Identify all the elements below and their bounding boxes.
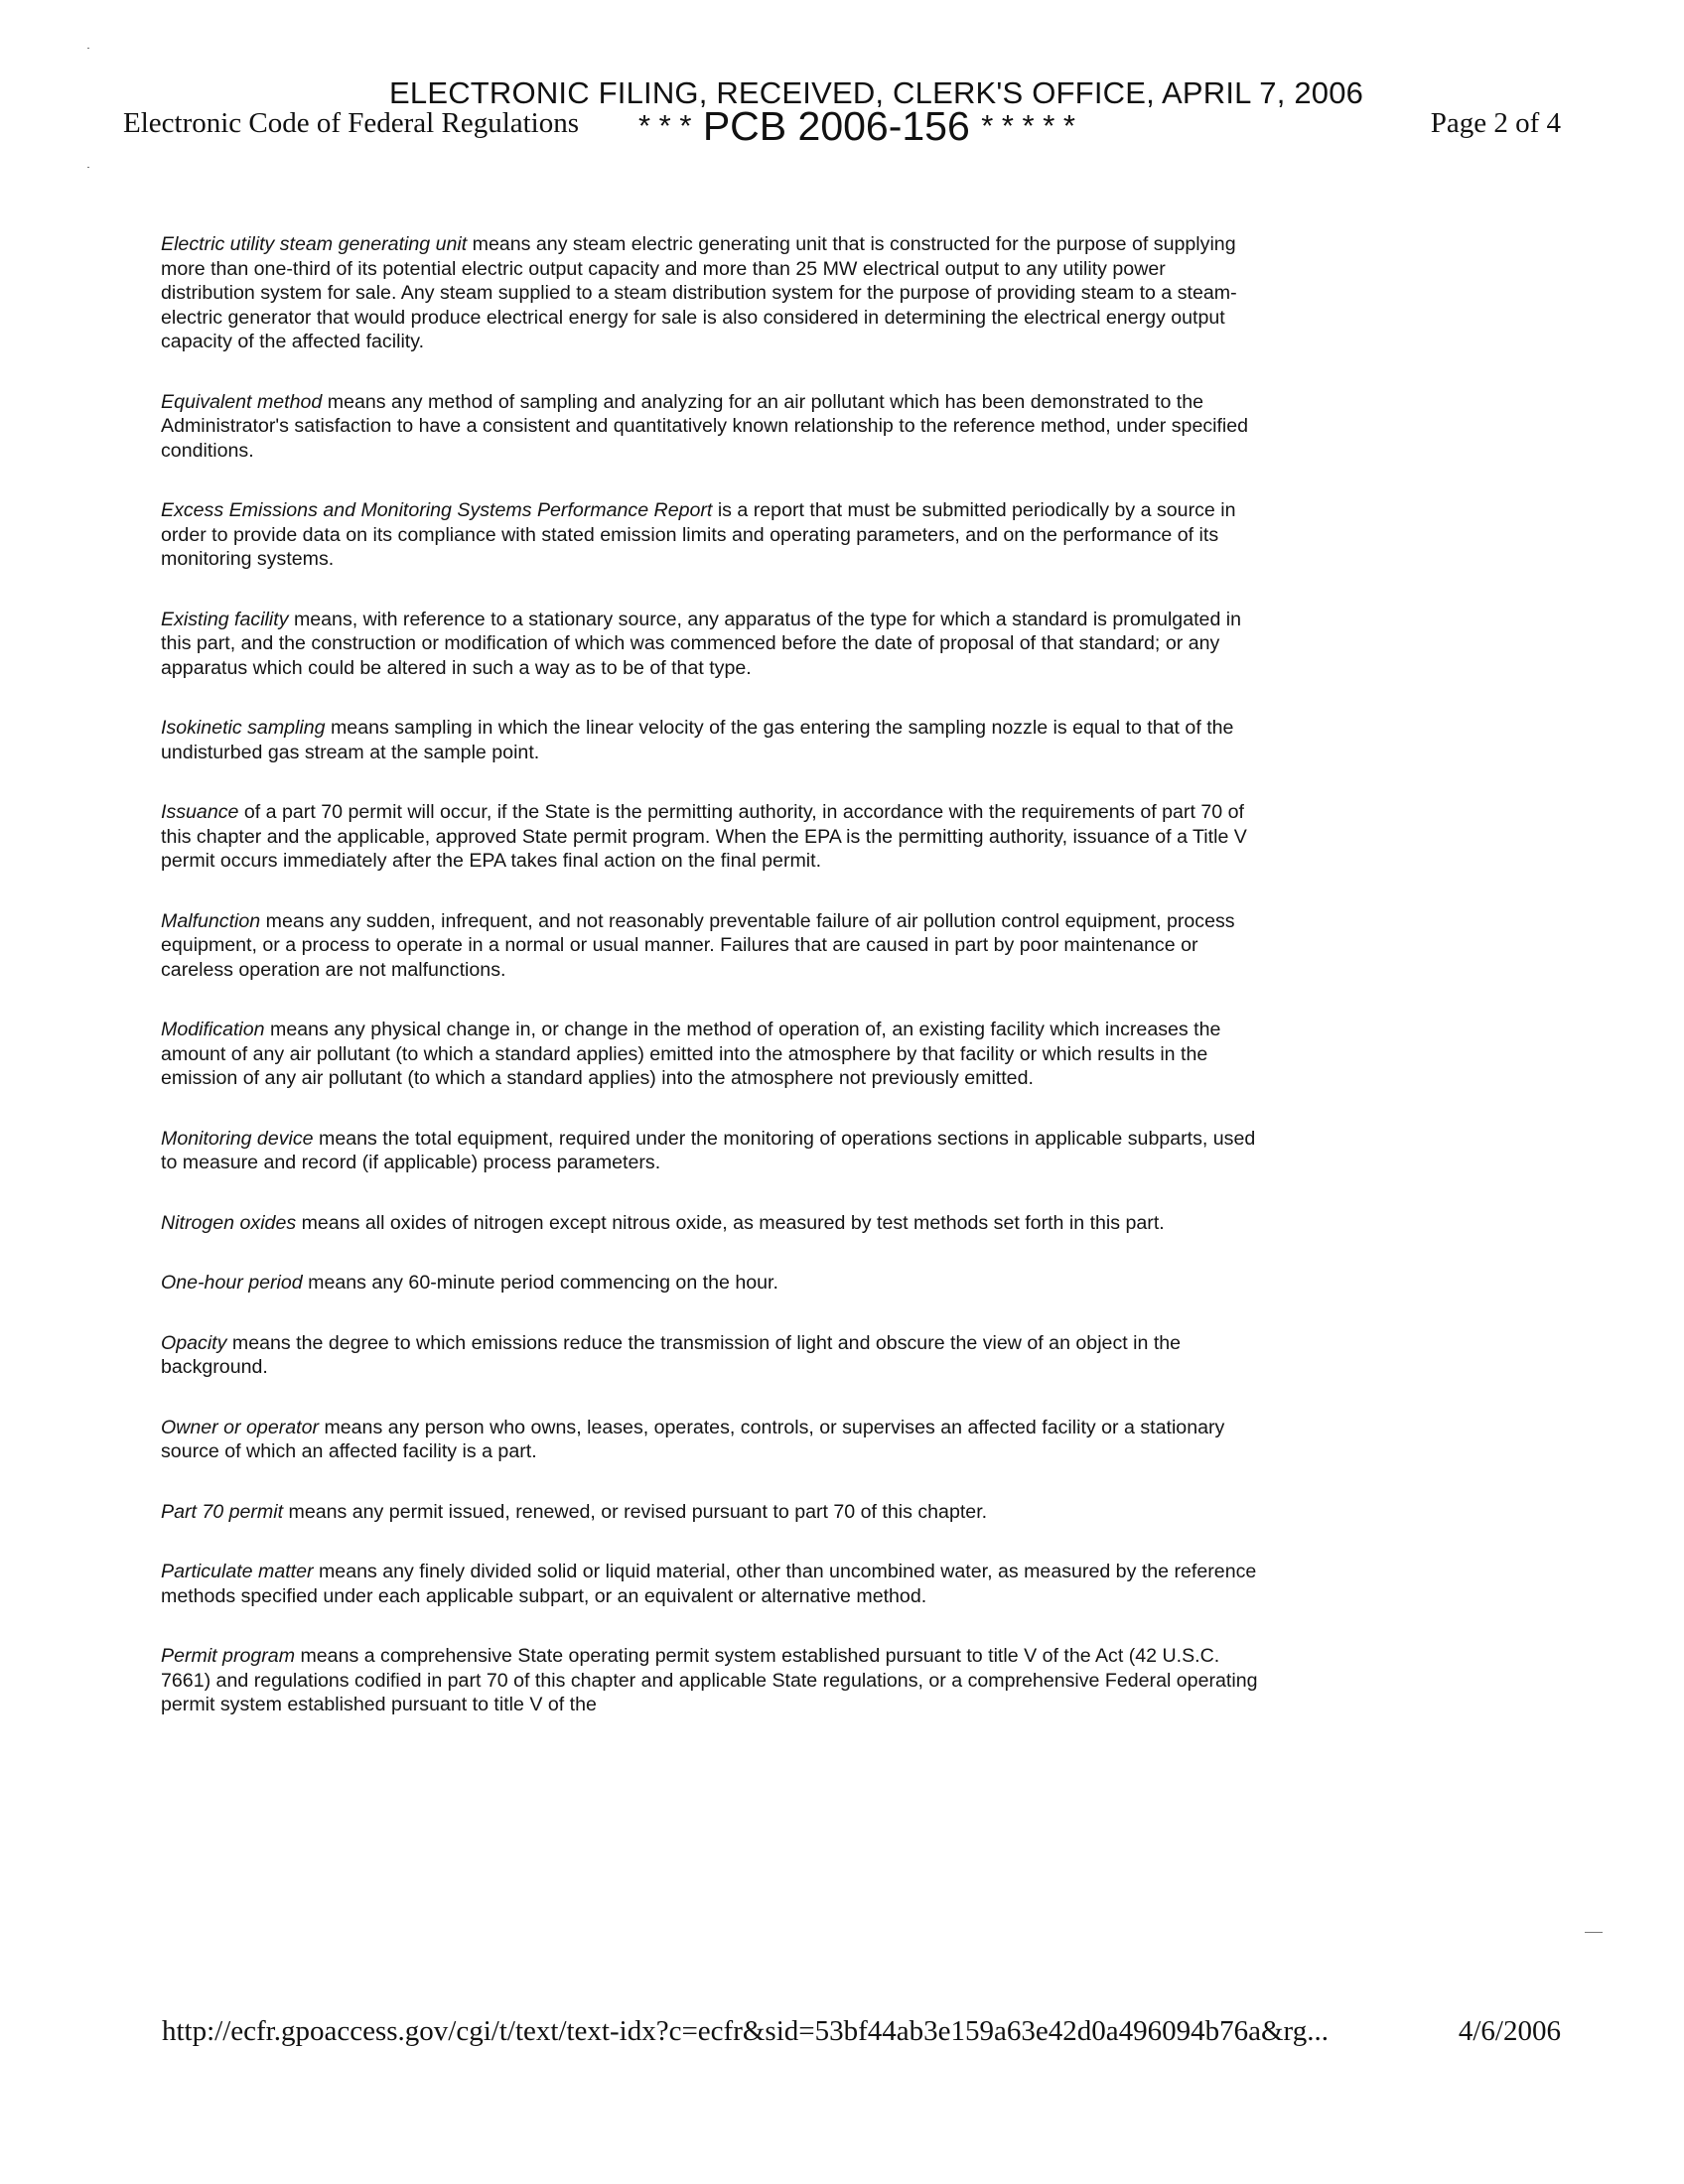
scan-speck: [87, 48, 89, 49]
definition-paragraph: [161, 1271, 1263, 1296]
definition-term: One-hour period: [161, 1272, 303, 1294]
definition-term: Monitoring device: [161, 1127, 314, 1150]
filing-stamp: ELECTRONIC FILING, RECEIVED, CLERK'S OFFICE, APRIL 7, 2006: [389, 75, 1364, 110]
definition-text: of a part 70 permit will occur, if the State is the permitting authority, in accordance with the requirements of part 70 of this chapter and the applicable, approved State permit program. When the EPA is the permitting authority, issuance of a Title V permit occurs immediately after the EPA takes final action on the final permit.: [161, 801, 1247, 872]
definition-paragraph: [161, 800, 1263, 874]
definition-paragraph: [161, 1018, 1263, 1091]
definition-text: means all oxides of nitrogen except nitrous oxide, as measured by test methods set forth in this part.: [296, 1211, 1165, 1234]
scan-speck: [1585, 1932, 1603, 1933]
definition-term: Part 70 permit: [161, 1500, 284, 1523]
definitions-list: [161, 232, 1263, 1753]
definition-paragraph: [161, 1500, 1263, 1525]
case-number-stamp: [638, 103, 1075, 150]
definition-paragraph: [161, 608, 1263, 681]
page-number: Page 2 of 4: [1430, 107, 1561, 139]
definition-paragraph: [161, 390, 1263, 464]
definition-term: Particulate matter: [161, 1561, 314, 1582]
definition-paragraph: [161, 232, 1263, 354]
definition-text: means any physical change in, or change in the method of operation of, an existing facility which increases the amount of any air pollutant (to which a standard applies) emitted into the atmosphere by that facility or which results in the emission of any air pollutant (to which a standard applies) into the atmosphere not previously emitted.: [161, 1019, 1221, 1089]
definition-paragraph: [161, 1644, 1263, 1717]
case-stars-right: * * * * *: [981, 108, 1075, 143]
definition-text: means a comprehensive State operating permit system established pursuant to title V of the Act (42 U.S.C. 7661) and regulations codified in part 70 of this chapter and applicable State regulations, or a comprehensive Federal operating permit system established pursuant to title V of the: [161, 1645, 1258, 1715]
definition-paragraph: [161, 716, 1263, 764]
definition-term: Equivalent method: [161, 390, 323, 413]
definition-text: means any method of sampling and analyzing for an air pollutant which has been demonstrated to the Administrator's satisfaction to have a consistent and quantitatively known relationship to the reference method, under specified conditions.: [161, 390, 1249, 462]
definition-term: Nitrogen oxides: [161, 1211, 297, 1234]
definition-text: means any permit issued, renewed, or revised pursuant to part 70 of this chapter.: [283, 1500, 988, 1523]
definition-text: means the degree to which emissions reduce the transmission of light and obscure the view of an object in the background.: [161, 1331, 1182, 1378]
definition-term: Electric utility steam generating unit: [161, 233, 468, 255]
definition-paragraph: [161, 1416, 1263, 1464]
definition-term: Owner or operator: [161, 1416, 319, 1438]
definition-text: means sampling in which the linear velocity of the gas entering the sampling nozzle is equal to that of the undisturbed gas stream at the sample point.: [161, 717, 1234, 763]
definition-paragraph: [161, 1331, 1263, 1380]
scan-speck: [87, 167, 89, 168]
case-stars-left: * * *: [638, 108, 692, 143]
case-number: PCB 2006-156: [702, 103, 970, 149]
definition-paragraph: [161, 1560, 1263, 1608]
definition-term: Isokinetic sampling: [161, 717, 326, 739]
definition-text: means any sudden, infrequent, and not reasonably preventable failure of air pollution control equipment, process equipment, or a process to operate in a normal or usual manner. Failures that are caused in part by poor maintenance or careless operation are not malfunctions.: [161, 909, 1235, 981]
definition-text: means any steam electric generating unit that is constructed for the purpose of supplying more than one-third of its potential electric output capacity and more than 25 MW electrical output to any utility power distribution system for sale. Any steam supplied to a steam distribution system for the purpose of providing steam to a steam-electric generator that would produce electrical energy for sale is also considered in determining the electrical energy output capacity of the affected facility.: [161, 233, 1237, 352]
definition-paragraph: [161, 1211, 1263, 1236]
definition-term: Excess Emissions and Monitoring Systems Performance Report: [161, 499, 713, 521]
source-title: Electronic Code of Federal Regulations: [123, 107, 580, 139]
definition-term: Existing facility: [161, 608, 289, 630]
definition-term: Malfunction: [161, 909, 261, 932]
definition-term: Opacity: [161, 1331, 227, 1354]
definition-term: Modification: [161, 1019, 265, 1040]
definition-text: is a report that must be submitted periodically by a source in order to provide data on its compliance with stated emission limits and operating parameters, and on the performance of its monitoring systems.: [161, 499, 1236, 570]
definition-text: means, with reference to a stationary source, any apparatus of the type for which a standard is promulgated in this part, and the construction or modification of which was commenced before the date of proposal of that standard; or any apparatus which could be altered in such a way as to be of that type.: [161, 608, 1242, 679]
definition-paragraph: [161, 498, 1263, 572]
definition-term: Issuance: [161, 801, 239, 823]
definition-text: means any finely divided solid or liquid material, other than uncombined water, as measured by the reference methods specified under each applicable subpart, or an equivalent or alternative method.: [161, 1561, 1257, 1607]
definition-term: Permit program: [161, 1645, 296, 1667]
footer-url: http://ecfr.gpoaccess.gov/cgi/t/text/text-idx?c=ecfr&sid=53bf44ab3e159a63e42d0a496094b76a&rg...: [162, 2015, 1329, 2047]
definition-text: means any 60-minute period commencing on the hour.: [302, 1272, 778, 1294]
definition-text: means the total equipment, required under the monitoring of operations sections in applicable subparts, used to measure and record (if applicable) process parameters.: [161, 1127, 1256, 1173]
definition-paragraph: [161, 909, 1263, 983]
footer-date: 4/6/2006: [1458, 2015, 1561, 2047]
definition-paragraph: [161, 1127, 1263, 1175]
definition-text: means any person who owns, leases, operates, controls, or supervises an affected facility or a stationary source of which an affected facility is a part.: [161, 1416, 1225, 1462]
